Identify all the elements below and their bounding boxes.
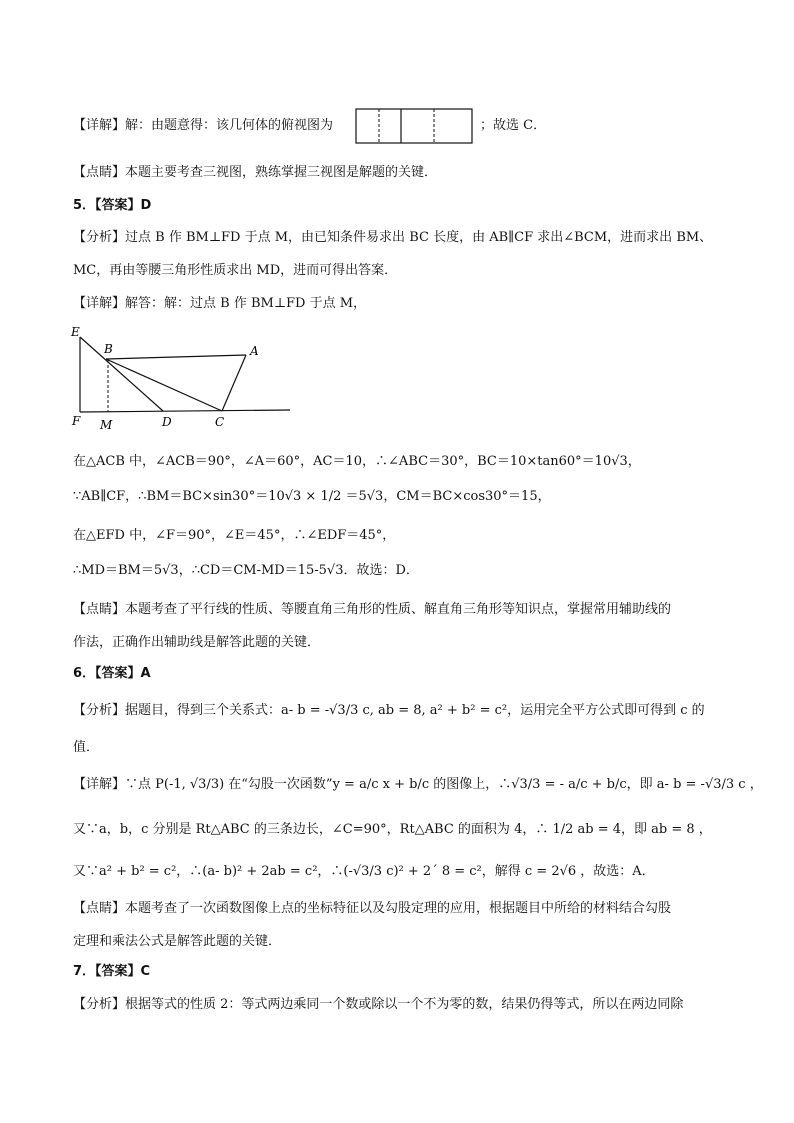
label-A: A — [250, 344, 259, 358]
label-M: M — [100, 418, 113, 432]
comment-q5-line1: 【点睛】本题考查了平行线的性质、等腰直角三角形的性质、解直角三角形等知识点，掌握常用辅助线的 — [73, 602, 672, 617]
analysis-q6-line1: 【分析】据题目，得到三个关系式：a- b = -√3/3 c, ab = 8, a² + b² = c²，运用完全平方公式即可得到 c 的 — [73, 703, 705, 718]
detail-q6-line1: 【详解】∵点 P(-1, √3/3) 在“勾股一次函数”y = a/c x + b/c 的图像上，∴√3/3 = - a/c + b/c，即 a- b = -√3/3 c ， — [73, 777, 763, 792]
answer-q6: 6．【答案】A — [73, 666, 151, 681]
comment-q6-line2: 定理和乘法公式是解答此题的关键． — [73, 934, 282, 949]
detail-q4-end: ；故选 C． — [480, 118, 547, 133]
analysis-q5-line2: MC，再由等腰三角形性质求出 MD，进而可得出答案． — [73, 263, 398, 278]
line-BC — [106, 359, 222, 411]
analysis-q5-line1: 【分析】过点 B 作 BM⊥FD 于点 M，由已知条件易求出 BC 长度，由 AB∥CF 求出∠BCM，进而求出 BM、 — [73, 230, 713, 245]
line-FC — [80, 410, 290, 412]
label-C: C — [215, 415, 225, 429]
answer-q5: 5．【答案】D — [73, 198, 152, 213]
analysis-q7-line1: 【分析】根据等式的性质 2：等式两边乘同一个数或除以一个不为零的数，结果仍得等式，所以在两边同除 — [73, 997, 684, 1012]
detail-q5-line4: ∴MD＝BM＝5√3，∴CD＝CM-MD＝15-5√3．故选：D． — [73, 563, 419, 578]
comment-q5-line2: 作法，正确作出辅助线是解答此题的关键． — [73, 635, 321, 650]
line-BA — [106, 355, 246, 359]
comment-q6-line1: 【点睛】本题考查了一次函数图像上点的坐标特征以及勾股定理的应用，根据题目中所给的材料结合勾股 — [73, 901, 672, 916]
detail-q4 — [73, 116, 333, 136]
line-ED — [80, 337, 163, 411]
detail-q6-line2: 又∵a，b，c 分别是 Rt△ABC 的三条边长，∠C=90°，Rt△ABC 的面积为 4，∴ 1/2 ab = 4，即 ab = 8 ， — [73, 822, 712, 837]
line-AC — [222, 355, 246, 411]
analysis-q6-line2: 值． — [73, 740, 100, 755]
detail-q4-text: 【详解】解：由题意得：该几何体的俯视图为 — [73, 118, 334, 133]
detail-q5-line1: 在△ACB 中，∠ACB＝90°，∠A＝60°，AC＝10，∴∠ABC＝30°，BC＝10×tan60°＝10√3， — [73, 454, 641, 469]
detail-q5-line2: ∵AB∥CF，∴BM＝BC×sin30°＝10√3 × 1/2 ＝5√3，CM＝BC×cos30°＝15， — [73, 489, 551, 504]
label-F: F — [72, 414, 81, 428]
label-B: B — [104, 342, 113, 356]
comment-q4: 【点睛】本题主要考查三视图，熟练掌握三视图是解题的关键． — [73, 165, 438, 180]
label-D: D — [162, 415, 172, 429]
answer-q7: 7．【答案】C — [73, 964, 151, 979]
detail-q5-intro: 【详解】解答：解：过点 B 作 BM⊥FD 于点 M， — [73, 296, 367, 311]
detail-q5-line3: 在△EFD 中，∠F＝90°，∠E＝45°，∴∠EDF＝45°， — [73, 528, 396, 543]
geometry-figure — [68, 323, 298, 435]
detail-q6-line3: 又∵a² + b² = c²，∴(a- b)² + 2ab = c²，∴(-√3/3 c)² + 2´ 8 = c²，解得 c = 2√6 ，故选：A． — [73, 864, 655, 879]
label-E: E — [71, 325, 80, 339]
top-view-figure — [355, 108, 473, 144]
